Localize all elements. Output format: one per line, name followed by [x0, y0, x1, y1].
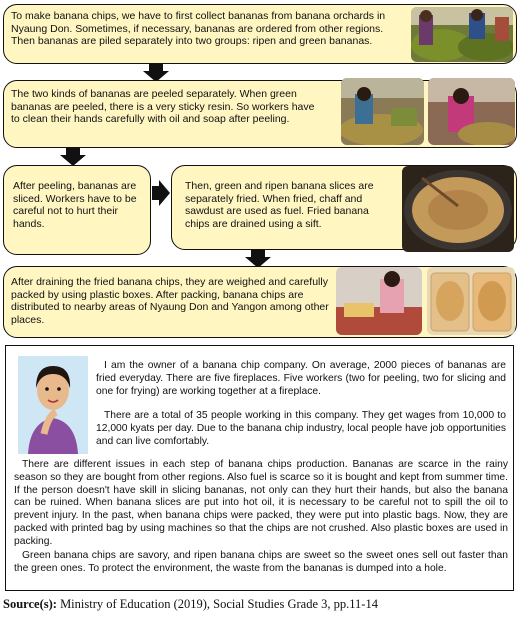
frying-pan-photo [402, 166, 514, 252]
source-line [3, 597, 378, 612]
step-3-text: After peeling, bananas are sliced. Workers have to be careful not to hurt their hands. [13, 180, 137, 230]
step-2-photo-a [341, 78, 424, 145]
story-paragraph-4: Green banana chips are savory, and ripen banana chips are sweet so the sweet ones sell out faster than the green ones. To protect the environment, the waste from the bananas is dumped into a hole. [14, 550, 508, 574]
owner-story-panel [5, 345, 514, 591]
banana-pile-photo [411, 7, 513, 62]
step-1-text: To make banana chips, we have to first collect bananas from banana orchards in Nyaung Don. Sometimes, if necessary, bananas are ordered from other regions. Then bananas are piled separately into two groups: ripen and green bananas. [11, 10, 386, 48]
story-paragraph-2: There are a total of 35 people working in this company. They get wages from 10,000 to 12,000 kyats per day. Due to the banana chip industry, local people have job opportunities and can live comfortably. [96, 410, 506, 447]
peeling-worker-photo [428, 78, 515, 145]
peeling-photo [341, 78, 424, 145]
source-text: Ministry of Education (2019), Social Studies Grade 3, pp.11-14 [56, 597, 378, 611]
step-5-text: After draining the fried banana chips, they are weighed and carefully packed by using plastic boxes. After packing, banana chips are distributed to nearby areas of Nyaung Don and Yangon among other places. [11, 276, 329, 326]
step-5-photo-a [336, 267, 422, 335]
step-2-photo-b [428, 78, 515, 145]
woman-portrait-icon [18, 356, 88, 454]
source-label: Source(s): [3, 597, 57, 611]
story-paragraph-3: There are different issues in each step of banana chips production. Bananas are scarce in the rainy season so they are bought from other regions. Also fuel is scarce so it is bought and kept from summer time. If the person doesn't have skill in slicing bananas, not only can they hurt their hands, but also the banana can be ruined. When banana slices are put into hot oil, it is necessary to be careful not to spill the oil to prevent injury. In the past, when banana chips were packed, they were put into plastic bags. Now, they are packed with printed bag by using machines so that the chips are not crushed. Also plastic boxes are used in packing. [14, 459, 508, 547]
arrow-right [152, 180, 170, 211]
step-1-photo [411, 7, 513, 62]
story-paragraph-1: I am the owner of a banana chip company. On average, 2000 pieces of bananas are fried everyday. There are five fireplaces. Five workers (two for peeling, two for slicing and one for frying) are working together at a fireplace. [96, 360, 506, 397]
owner-portrait [18, 356, 88, 454]
step-4-text: Then, green and ripen banana slices are separately fried. When fried, chaff and sawdust are used as fuel. Fried banana chips are drained using a sift. [185, 180, 374, 230]
packed-boxes-photo [427, 267, 515, 335]
step-2-text: The two kinds of bananas are peeled separately. When green bananas are peeled, there is a very sticky resin. So workers have to clean their hands carefully with oil and soap after peeling. [11, 88, 315, 126]
step-4-photo [402, 166, 514, 252]
packing-worker-photo [336, 267, 422, 335]
step-5-photo-b [427, 267, 515, 335]
